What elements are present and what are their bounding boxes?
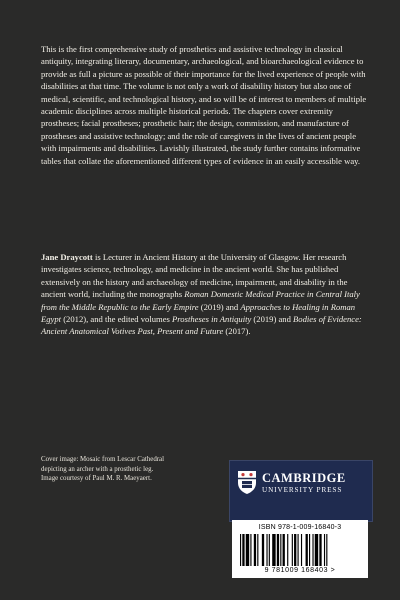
barcode-stripe — [309, 534, 310, 566]
barcode-stripe — [292, 534, 293, 566]
book-description: This is the first comprehensive study of prosthetics and assistive technology in classical antiquity, integrating literary, documentary, archaeological, and bioarchaeological evidence to provide as full a picture as possible of their importance for the lived experience of people with disabilities at that time. The volume is not only a work of disability history but also one of medical, scientific, and technological history, and so will be of interest to members of multiple academic disciplines across multiple historical periods. The chapters cover extremity prostheses; facial prostheses; prosthetic hair; the design, commission, and manufacture of prostheses and assistive technology; and the role of caregivers in the lives of ancient people with impairments and disabilities. Lavishly illustrated, the study further contains informative tables that collate the aforementioned different types of evidence in an easily accessible way. — [41, 44, 367, 166]
crest-icon — [237, 470, 257, 495]
barcode-stripe — [326, 534, 327, 566]
barcode-stripe — [266, 534, 267, 566]
book-title-2: Approaches to Healing in Roman Egypt — [41, 301, 356, 325]
credit-line-2: depicting an archer with a prosthetic leg. — [41, 465, 154, 473]
barcode-stripe — [272, 534, 275, 566]
barcode-stripe — [283, 534, 285, 566]
barcode-stripe — [301, 534, 302, 566]
cover-image-credit — [41, 455, 216, 484]
barcode-stripe — [240, 534, 241, 566]
publisher-subtitle: UNIVERSITY PRESS — [262, 486, 343, 494]
publisher-name: CAMBRIDGE — [262, 471, 346, 485]
barcode-stripe — [242, 534, 244, 566]
barcode — [232, 520, 368, 578]
barcode-stripe — [269, 534, 270, 566]
bio-text-1: is Lecturer in Ancient History at the University of Glasgow. Her research investigates science, technology, and medicine in the ancient world. She has published extensively on the history and archaeology of medicine, impairment, and disability in the ancient world, including the monographs — [41, 252, 348, 300]
barcode-stripe — [312, 534, 313, 566]
barcode-stripe — [294, 534, 296, 566]
barcode-stripe — [246, 534, 249, 566]
barcode-stripe — [250, 534, 251, 566]
barcode-stripe — [319, 534, 321, 566]
credit-line-3: Image courtesy of Paul M. R. Maeyaert. — [41, 475, 152, 483]
barcode-stripe — [324, 534, 325, 566]
bio-text-5: (2017). — [223, 326, 251, 337]
barcode-stripe — [262, 534, 264, 566]
barcode-stripe — [257, 534, 258, 566]
barcode-stripe — [277, 534, 279, 566]
barcode-bars — [240, 534, 360, 566]
barcode-stripe — [306, 534, 308, 566]
barcode-stripe — [280, 534, 281, 566]
barcode-stripe — [254, 534, 256, 566]
bio-text-4: (2019) and — [251, 314, 294, 325]
book-title-1: Roman Domestic Medical Practice in Central Italy from the Middle Republic to the Early Empire — [41, 289, 360, 312]
bio-text-3: (2012), and the edited volumes — [61, 314, 173, 325]
bio-text-2: (2019) and — [198, 301, 241, 312]
barcode-stripe — [298, 534, 299, 566]
barcode-stripe — [315, 534, 318, 566]
credit-line-1: Cover image: Mosaic from Lescar Cathedral — [41, 456, 165, 463]
author-bio — [41, 251, 367, 338]
author-name: Jane Draycott — [41, 252, 93, 262]
book-title-4: Bodies of Evidence: Ancient Anatomical Votives Past, Present and Future — [41, 314, 362, 337]
isbn-label: ISBN 978-1-009-16840-3 — [258, 524, 342, 531]
barcode-digits: 9 781009 168403 > — [264, 567, 336, 574]
book-title-3: Prostheses in Antiquity — [172, 314, 252, 325]
publisher-logo — [229, 460, 373, 522]
barcode-stripe — [287, 534, 288, 566]
